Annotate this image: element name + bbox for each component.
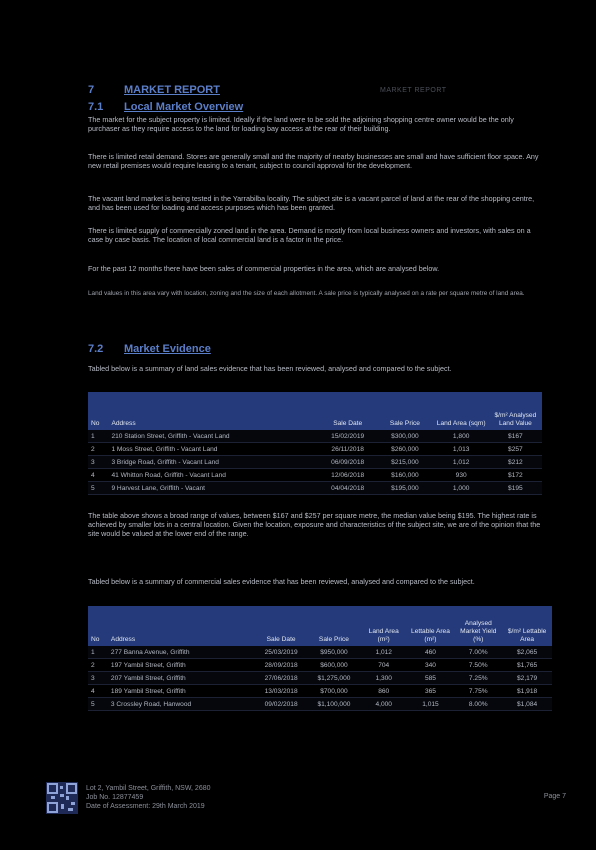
cell: 930 [434, 469, 489, 482]
cell: 09/02/2018 [255, 698, 307, 711]
cell: 06/09/2018 [319, 456, 376, 469]
cell: $257 [489, 443, 542, 456]
cell: 460 [407, 646, 455, 659]
cell: 365 [407, 685, 455, 698]
paragraph: There is limited retail demand. Stores are generally small and the majority of nearby businesses are small and have sufficient floor space. Any new retail premises would require leasing to a tenant, subject to council approval for the development. [88, 152, 539, 170]
table-header-row [88, 606, 552, 646]
cell: 41 Whitton Road, Griffith - Vacant Land [108, 469, 319, 482]
subsection-title: Market Evidence [124, 343, 211, 355]
running-header: MARKET REPORT [380, 87, 447, 94]
cell: 5 [88, 482, 108, 495]
section-heading [88, 84, 220, 96]
cell: 1,015 [407, 698, 455, 711]
cell: $2,179 [502, 672, 552, 685]
subsection-number: 7.2 [88, 343, 104, 355]
cell: 704 [361, 659, 407, 672]
cell: $300,000 [376, 430, 433, 443]
cell: 7.00% [454, 646, 502, 659]
column-header: No [91, 636, 100, 643]
subsection-title: Local Market Overview [124, 101, 244, 113]
cell: 340 [407, 659, 455, 672]
table-row [88, 443, 542, 456]
cell: 13/03/2018 [255, 685, 307, 698]
cell: 207 Yambil Street, Griffith [108, 672, 255, 685]
cell: $1,100,000 [307, 698, 361, 711]
table-row [88, 672, 552, 685]
subsection-heading-local-market [88, 101, 243, 113]
land-sales-comment: The table above shows a broad range of values, between $167 and $257 per square metre, the median value being $195. The highest rate is achieved by smaller lots in a central location. Given the location, exposure and characteristics of the subject site, we are of the opinion that the site would be valued at the lower end of the range. [88, 511, 541, 538]
column-header: $/m² Lettable Area [507, 628, 547, 643]
column-header: Sale Price [318, 636, 349, 643]
cell: $172 [489, 469, 542, 482]
cell: $950,000 [307, 646, 361, 659]
paragraph: There is limited supply of commercially zoned land in the area. Demand is mostly from local business owners and investors, with sales on a case by case basis. The location of local commercial land is a factor in the price. [88, 226, 531, 244]
cell: $195 [489, 482, 542, 495]
cell: 4 [88, 469, 108, 482]
cell: $600,000 [307, 659, 361, 672]
cell: $700,000 [307, 685, 361, 698]
table-header-row [88, 392, 542, 430]
column-header: Sale Date [266, 636, 296, 643]
cell: 860 [361, 685, 407, 698]
cell: $260,000 [376, 443, 433, 456]
cell: 04/04/2018 [319, 482, 376, 495]
cell: 2 [88, 443, 108, 456]
column-header: Lettable Area (m²) [411, 628, 450, 643]
cell: 9 Harvest Lane, Griffith - Vacant [108, 482, 319, 495]
commercial-sales-table [88, 606, 552, 711]
paragraph: For the past 12 months there have been sales of commercial properties in the area, which are analysed below. [88, 264, 440, 273]
paragraph: The market for the subject property is limited. Ideally if the land were to be sold the adjoining shopping centre owner would be the only purchaser as they require access to the land for loading bay access at the rear of their building. [88, 115, 514, 133]
column-header: Land Area (m²) [368, 628, 399, 643]
cell: 15/02/2019 [319, 430, 376, 443]
cell: 1,012 [361, 646, 407, 659]
table-row [88, 482, 542, 495]
cell: 4,000 [361, 698, 407, 711]
page-number: Page 7 [543, 793, 566, 800]
column-header: Land Area (sqm) [436, 420, 486, 427]
table-row [88, 659, 552, 672]
cell: 3 Bridge Road, Griffith - Vacant Land [108, 456, 319, 469]
table-row [88, 685, 552, 698]
cell: 1,300 [361, 672, 407, 685]
cell: 1,012 [434, 456, 489, 469]
commercial-sales-intro: Tabled below is a summary of commercial sales evidence that has been reviewed, analysed and compared to the subject. [88, 577, 475, 586]
cell: 210 Station Street, Griffith - Vacant Land [108, 430, 319, 443]
cell: 1 [88, 646, 108, 659]
column-header: Address [111, 420, 136, 427]
paragraph-note: Land values in this area vary with location, zoning and the size of each allotment. A sale price is typically analysed on a rate per square metre of land area. [88, 290, 525, 297]
cell: $1,084 [502, 698, 552, 711]
cell: $160,000 [376, 469, 433, 482]
cell: 27/06/2018 [255, 672, 307, 685]
cell: 3 [88, 672, 108, 685]
cell: 3 Crossley Road, Hanwood [108, 698, 255, 711]
cell: $1,918 [502, 685, 552, 698]
cell: 25/03/2019 [255, 646, 307, 659]
table-row [88, 646, 552, 659]
cell: 585 [407, 672, 455, 685]
column-header: No [91, 420, 100, 427]
cell: $212 [489, 456, 542, 469]
cell: $215,000 [376, 456, 433, 469]
cell: $2,065 [502, 646, 552, 659]
cell: $1,275,000 [307, 672, 361, 685]
cell: 7.50% [454, 659, 502, 672]
cell: 1,800 [434, 430, 489, 443]
footer-job-number: Job No. 12877459 [86, 794, 144, 801]
cell: $1,765 [502, 659, 552, 672]
cell: 1 [88, 430, 108, 443]
cell: 26/11/2018 [319, 443, 376, 456]
paragraph: The vacant land market is being tested in the Yarrabilba locality. The subject site is a vacant parcel of land at the rear of the shopping centre, and has been used for loading and access purposes which has been granted. [88, 194, 535, 212]
cell: $167 [489, 430, 542, 443]
footer-property-address: Lot 2, Yambil Street, Griffith, NSW, 2680 [86, 785, 211, 792]
cell: $195,000 [376, 482, 433, 495]
page-footer [86, 784, 211, 811]
cell: 197 Yambil Street, Griffith [108, 659, 255, 672]
table-row [88, 698, 552, 711]
cell: 1,000 [434, 482, 489, 495]
cell: 1,013 [434, 443, 489, 456]
cell: 189 Yambil Street, Griffith [108, 685, 255, 698]
land-sales-table [88, 392, 542, 495]
cell: 7.75% [454, 685, 502, 698]
cell: 28/09/2018 [255, 659, 307, 672]
column-header: Sale Price [389, 420, 420, 427]
cell: 1 Moss Street, Griffith - Vacant Land [108, 443, 319, 456]
cell: 3 [88, 456, 108, 469]
cell: 2 [88, 659, 108, 672]
subsection-number: 7.1 [88, 101, 104, 113]
footer-assessment-date: Date of Assessment: 29th March 2019 [86, 803, 205, 810]
cell: 5 [88, 698, 108, 711]
table-row [88, 430, 542, 443]
cell: 7.25% [454, 672, 502, 685]
column-header: Address [110, 636, 136, 643]
table-row [88, 469, 542, 482]
qr-code-icon [46, 782, 78, 814]
column-header: Sale Date [333, 420, 363, 427]
cell: 277 Banna Avenue, Griffith [108, 646, 255, 659]
land-sales-intro: Tabled below is a summary of land sales evidence that has been reviewed, analysed and compared to the subject. [88, 364, 452, 373]
cell: 4 [88, 685, 108, 698]
table-row [88, 456, 542, 469]
column-header: $/m² Analysed Land Value [494, 412, 537, 427]
cell: 12/06/2018 [319, 469, 376, 482]
section-number: 7 [88, 84, 95, 96]
section-title: MARKET REPORT [124, 84, 220, 96]
column-header: Analysed Market Yield (%) [460, 620, 497, 643]
cell: 8.00% [454, 698, 502, 711]
subsection-heading-market-evidence [88, 343, 211, 355]
